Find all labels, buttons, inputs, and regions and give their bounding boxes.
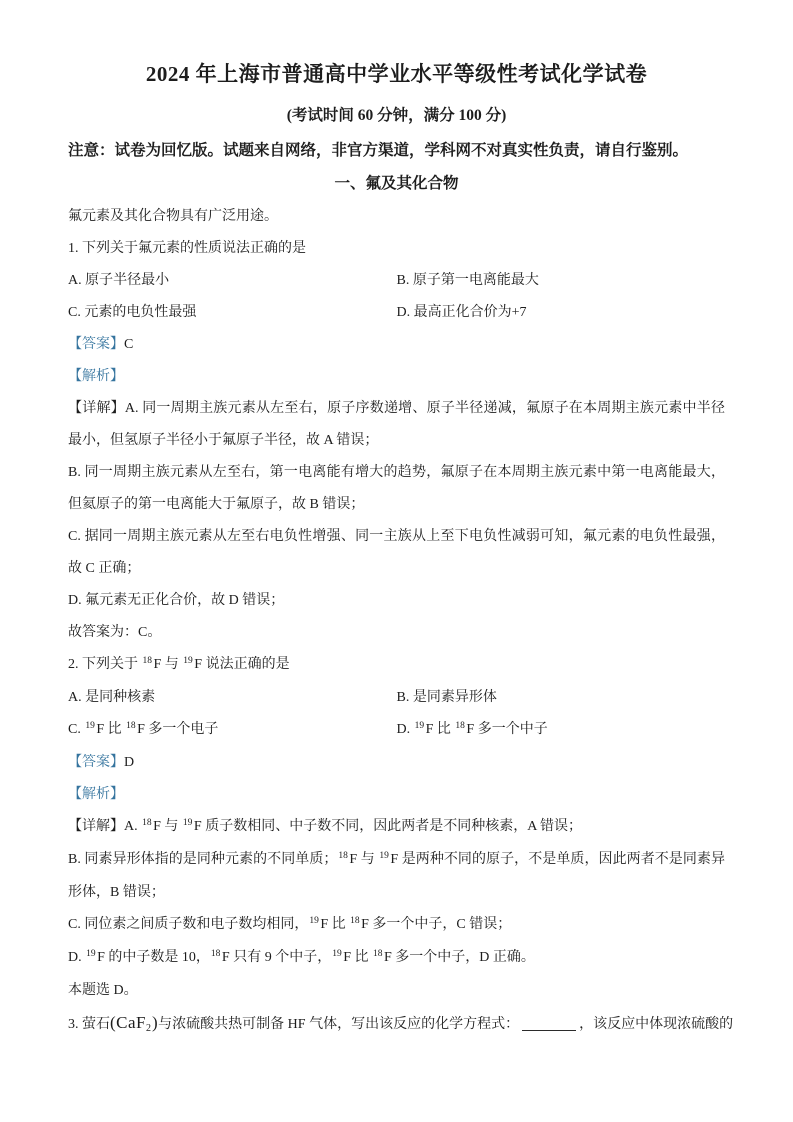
superscript-text: 19 xyxy=(183,656,193,666)
text-seg: C. 元素的电负性最强 xyxy=(68,305,197,320)
bracket-label: 【解析】 xyxy=(68,369,124,384)
text-seg: F 比 xyxy=(96,722,126,737)
text-seg: C. xyxy=(68,722,85,737)
superscript-text: 19 xyxy=(309,916,319,926)
superscript-text: 18 xyxy=(455,721,465,731)
options-row xyxy=(68,714,725,747)
text-seg: D. 氟元素无正化合价，故 D 错误； xyxy=(68,593,285,608)
text-seg: 【详解】A. 同一周期主族元素从左至右，原子序数递增、原子半径递减，氟原子在本周期主族元素中半径最小，但氢原子半径小于氟原子半径，故 A 错误； xyxy=(68,401,725,448)
superscript-text: 19 xyxy=(86,949,96,959)
doc-line xyxy=(68,844,725,909)
bracket-label: 【答案】 xyxy=(68,337,124,352)
doc-line xyxy=(68,201,725,233)
text-seg: F 多一个中子，D 正确。 xyxy=(384,950,535,965)
text-seg: F 说法正确的是 xyxy=(194,657,290,672)
option-cell xyxy=(397,297,726,329)
text-seg: 与浓硫酸共热可制备 HF 气体，写出该反应的化学方程式： xyxy=(158,1017,520,1032)
doc-line xyxy=(68,1007,734,1042)
text-seg: F 是两种不同的原子，不是单质，因此两者不是同素异形体，B 错误； xyxy=(68,852,725,900)
doc-line xyxy=(68,617,725,649)
text-seg: C. 同位素之间质子数和电子数均相同， xyxy=(68,917,309,932)
doc-line xyxy=(68,233,725,265)
doc-line xyxy=(68,649,725,682)
doc-line xyxy=(68,361,725,393)
doc-line xyxy=(68,779,725,811)
text-seg: 2. 下列关于 xyxy=(68,657,142,672)
text-seg: F 与 xyxy=(153,657,183,672)
text-seg: F 只有 9 个中子， xyxy=(221,950,332,965)
doc-line xyxy=(68,909,725,942)
option-cell xyxy=(68,682,397,714)
text-seg: A. 原子半径最小 xyxy=(68,273,170,288)
doc-line xyxy=(68,585,725,617)
superscript-text: 18 xyxy=(350,916,360,926)
text-seg: ，该反应中体现浓硫酸的 xyxy=(579,1017,734,1032)
text-seg: 本题选 D。 xyxy=(68,983,138,998)
text-seg: 【详解】A. xyxy=(68,819,142,834)
section-heading: 一、氟及其化合物 xyxy=(334,175,459,192)
superscript-text: 19 xyxy=(379,851,389,861)
text-seg: D. 最高正化合价为+7 xyxy=(396,305,527,320)
option-cell xyxy=(68,265,397,297)
options-row xyxy=(68,265,725,297)
bracket-label: 【解析】 xyxy=(68,787,124,802)
superscript-text: 18 xyxy=(373,949,383,959)
doc-line xyxy=(68,521,725,585)
option-cell xyxy=(397,682,726,714)
exam-time-score-subtitle: (考试时间 60 分钟，满分 100 分) xyxy=(286,107,507,124)
answer-blank xyxy=(522,1030,576,1031)
chem-formula: (CaF xyxy=(110,1013,146,1032)
disclaimer-notice: 注意：试卷为回忆版。试题来自网络，非官方渠道，学科网不对真实性负责，请自行鉴别。 xyxy=(68,142,689,159)
document-body xyxy=(68,201,734,1042)
superscript-text: 19 xyxy=(332,949,342,959)
text-seg: F 比 xyxy=(425,722,455,737)
superscript-text: 18 xyxy=(142,656,152,666)
option-cell xyxy=(397,714,726,747)
doc-line xyxy=(68,393,725,457)
doc-line xyxy=(68,811,725,844)
chem-formula: ) xyxy=(152,1013,159,1032)
doc-line xyxy=(68,975,725,1007)
text-seg: F 比 xyxy=(320,917,350,932)
superscript-text: 19 xyxy=(85,721,95,731)
option-cell xyxy=(397,265,726,297)
option-cell xyxy=(68,297,397,329)
superscript-text: 18 xyxy=(126,721,136,731)
text-seg: F 的中子数是 10， xyxy=(97,950,210,965)
text-seg: B. 原子第一电离能最大 xyxy=(396,273,539,288)
options-row xyxy=(68,297,725,329)
text-seg: F 比 xyxy=(343,950,373,965)
text-seg: 氟元素及其化合物具有广泛用途。 xyxy=(68,209,278,224)
text-seg: 故答案为：C。 xyxy=(68,625,162,640)
text-seg: D. xyxy=(68,950,86,965)
text-seg: 3. 萤石 xyxy=(68,1017,110,1032)
text-seg: B. 是同素异形体 xyxy=(396,690,497,705)
superscript-text: 19 xyxy=(182,818,193,828)
text-seg: F 与 xyxy=(153,819,182,834)
doc-line xyxy=(68,942,725,975)
superscript-text: 18 xyxy=(142,818,152,828)
superscript-text: 18 xyxy=(210,949,221,959)
text-seg: F 多一个电子 xyxy=(137,722,219,737)
text-seg: F 多一个中子，C 错误； xyxy=(361,917,512,932)
text-seg: B. 同一周期主族元素从左至右，第一电离能有增大的趋势，氟原子在本周期主族元素中第一电离能最大，但氦原子的第一电离能大于氟原子，故 B 错误； xyxy=(68,465,725,512)
text-seg: 1. 下列关于氟元素的性质说法正确的是 xyxy=(68,241,306,256)
option-cell xyxy=(68,714,397,747)
superscript-text: 18 xyxy=(338,851,348,861)
text-seg: C xyxy=(124,337,134,352)
bracket-label: 【答案】 xyxy=(68,755,124,770)
text-seg: F 质子数相同、中子数不同，因此两者是不同种核素，A 错误； xyxy=(193,819,583,834)
doc-line xyxy=(68,747,725,779)
text-seg: F 多一个中子 xyxy=(466,722,548,737)
doc-line xyxy=(68,457,725,521)
text-seg: C. 据同一周期主族元素从左至右电负性增强、同一主族从上至下电负性减弱可知，氟元素的电负性最强，故 C 正确； xyxy=(68,529,725,576)
text-seg: F 与 xyxy=(349,852,379,867)
subscript-text: 2 xyxy=(146,1023,151,1034)
text-seg: B. 同素异形体指的是同种元素的不同单质； xyxy=(68,852,338,867)
text-seg: A. 是同种核素 xyxy=(68,690,156,705)
superscript-text: 19 xyxy=(414,721,425,731)
page-title: 2024 年上海市普通高中学业水平等级性考试化学试卷 xyxy=(145,62,648,86)
doc-line xyxy=(68,329,725,361)
text-seg: D xyxy=(124,755,135,770)
text-seg: D. xyxy=(396,722,414,737)
options-row xyxy=(68,682,725,714)
